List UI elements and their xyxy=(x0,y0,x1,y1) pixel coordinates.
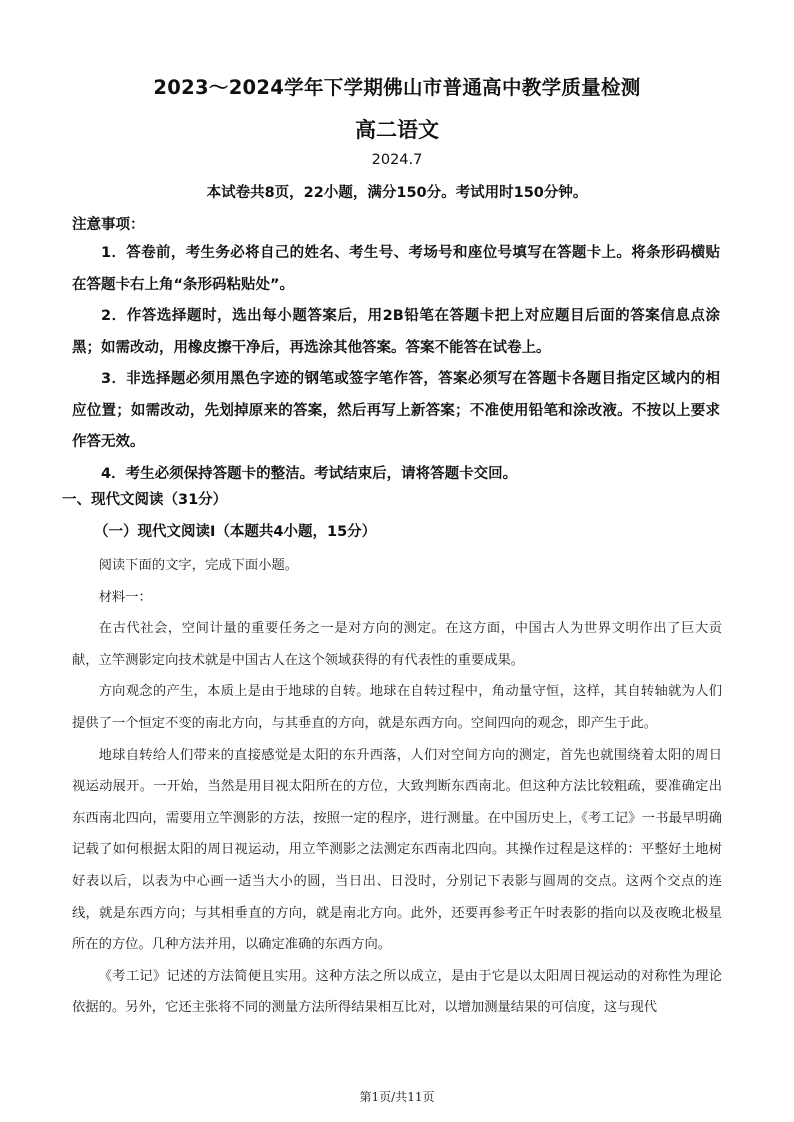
passage-paragraph: 《考工记》记述的方法简便且实用。这种方法之所以成立，是由于它是以太阳周日视运动的对称性为理论依据的。另外，它还主张将不同的测量方法所得结果相互比对，以增加测量结果的可信度，这与现代 xyxy=(72,968,722,1016)
reading-instruction: 阅读下面的文字，完成下面小题。 xyxy=(98,558,299,573)
exam-date: 2024.7 xyxy=(371,152,423,168)
notice-item: 3．非选择题必须用黑色字迹的钢笔或签字笔作答，答案必须写在答题卡各题目指定区域内的相应位置；如需改动，先划掉原来的答案，然后再写上新答案；不准使用铅笔和涂改液。不按以上要求作答无效。 xyxy=(72,371,720,450)
notice-heading: 注意事项： xyxy=(72,217,145,233)
notice-item: 4．考生必须保持答题卡的整洁。考试结束后，请将答题卡交回。 xyxy=(101,465,518,482)
subject-title: 高二语文 xyxy=(355,118,439,142)
exam-title: 2023～2024学年下学期佛山市普通高中教学质量检测 xyxy=(153,76,641,99)
page-footer: 第1页/共11页 xyxy=(359,1090,435,1104)
notice-item: 2．作答选择题时，选出每小题答案后，用2B铅笔在答题卡把上对应题目后面的答案信息点涂黑；如需改动，用橡皮擦干净后，再选涂其他答案。答案不能答在试卷上。 xyxy=(72,308,720,356)
passage-paragraph: 在古代社会，空间计量的重要任务之一是对方向的测定。在这方面，中国古人为世界文明作出了巨大贡献，立竿测影定向技术就是中国古人在这个领域获得的有代表性的重要成果。 xyxy=(72,621,722,668)
subsection-title: （一）现代文阅读Ⅰ（本题共4小题，15分） xyxy=(94,524,377,540)
notice-list xyxy=(72,238,720,490)
material-label: 材料一： xyxy=(98,589,152,605)
reading-passage xyxy=(72,550,722,1024)
passage-paragraph: 方向观念的产生，本质上是由于地球的自转。地球在自转过程中，角动量守恒，这样，其自转轴就为人们提供了一个恒定不变的南北方向，与其垂直的方向，就是东西方向。空间四向的观念，即产生于此。 xyxy=(72,684,722,731)
section-title: 一、现代文阅读（31分） xyxy=(62,492,228,508)
exam-overview: 本试卷共8页，22小题，满分150分。考试用时150分钟。 xyxy=(206,185,588,201)
notice-item: 1．答卷前，考生务必将自己的姓名、考生号、考场号和座位号填写在答题卡上。将条形码横贴在答题卡右上角“条形码粘贴处”。 xyxy=(72,245,720,293)
passage-paragraph: 地球自转给人们带来的直接感觉是太阳的东升西落，人们对空间方向的测定，首先也就围绕着太阳的周日视运动展开。一开始，当然是用目视太阳所在的方位，大致判断东西南北。但这种方法比较粗疏，要准确定出东西南北四向，需要用立竿测影的方法，按照一定的程序，进行测量。在中国历史上，《考工记》一书最早明确记载了如何根据太阳的周日视运动，用立竿测影之法测定东西南北四向。其操作过程是这样的：平整好土地树好表以后，以表为中心画一适当大小的圆，当日出、日没时，分别记下表影与圆周的交点。这两个交点的连线，就是东西方向；与其相垂直的方向，就是南北方向。此外，还要再参考正午时表影的指向以及夜晚北极星所在的方位。几种方法并用，以确定准确的东西方向。 xyxy=(72,747,722,953)
